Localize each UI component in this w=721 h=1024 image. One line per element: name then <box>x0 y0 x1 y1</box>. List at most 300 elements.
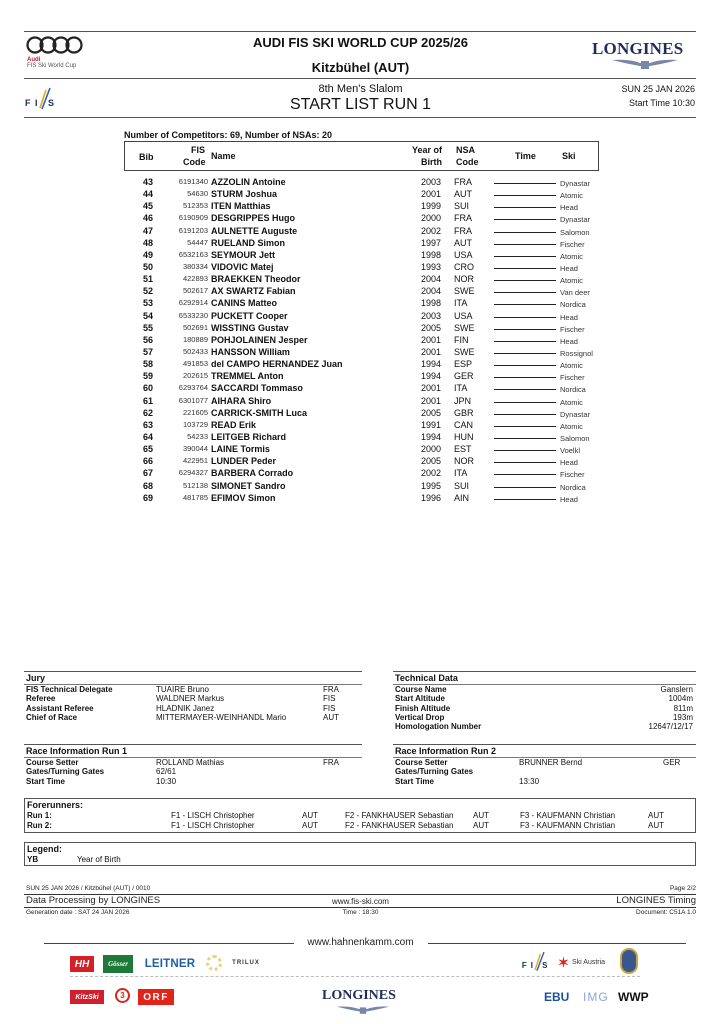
year-of-birth: 1997 <box>421 237 442 248</box>
header-top-rule <box>24 31 696 32</box>
athlete-name: AIHARA Shiro <box>211 395 272 406</box>
athlete-name: PUCKETT Cooper <box>211 310 288 321</box>
nsa-code: HUN <box>454 431 474 442</box>
hh-logo: HH <box>70 956 94 972</box>
forerunner-run-label: Run 1: <box>27 811 52 820</box>
athlete-name: LUNDER Peder <box>211 456 277 467</box>
fis-code: 6190909 <box>178 213 208 223</box>
competitor-row <box>124 455 624 467</box>
athlete-name: STURM Joshua <box>211 189 278 200</box>
ski-brand: Dynastar <box>560 179 591 188</box>
run2-top-rule <box>393 744 696 745</box>
time-blank-line <box>494 334 556 342</box>
event-date: SUN 25 JAN 2026 <box>621 84 695 94</box>
run1-label: Start Time <box>26 776 65 786</box>
audi-brand-text: Audi <box>27 57 41 63</box>
jury-role: Assistant Referee <box>26 703 94 713</box>
competitor-list <box>124 176 624 504</box>
nsa-code: CRO <box>454 261 474 272</box>
competitor-row <box>124 443 624 455</box>
technical-label: Course Name <box>395 685 447 694</box>
time-blank-line <box>494 188 556 196</box>
fis-code: 422893 <box>182 274 208 284</box>
time-blank-line <box>494 237 556 245</box>
jury-member-nsa: FIS <box>323 703 336 713</box>
competitor-row <box>124 176 624 188</box>
competitor-row <box>124 212 624 224</box>
year-of-birth: 1994 <box>421 371 442 382</box>
longines-sponsor-logo: LONGINES <box>322 988 396 1003</box>
fis-code: 221605 <box>182 407 208 417</box>
ski-brand: Fischer <box>560 373 585 383</box>
bib: 51 <box>142 274 153 285</box>
jury-top-rule <box>24 671 362 672</box>
year-of-birth: 2001 <box>421 346 442 357</box>
technical-top-rule <box>393 671 696 672</box>
bib: 59 <box>142 371 153 382</box>
technical-label: Vertical Drop <box>395 712 445 722</box>
year-of-birth: 2000 <box>421 213 442 224</box>
footer-rule-2 <box>24 907 696 908</box>
nsa-code: SUI <box>454 480 470 491</box>
forerunner-2-nsa: AUT <box>473 811 489 820</box>
time-blank-line <box>494 358 556 366</box>
technical-title: Technical Data <box>395 673 458 683</box>
bib: 56 <box>142 334 153 345</box>
ski-brand: Atomic <box>560 421 583 431</box>
fis-code: 390044 <box>182 444 208 454</box>
fis-code: 180889 <box>182 334 208 344</box>
fis-code: 502617 <box>182 286 208 296</box>
legend-meaning: Year of Birth <box>77 855 121 864</box>
fis-code: 6532163 <box>178 249 208 259</box>
athlete-name: EFIMOV Simon <box>211 492 276 503</box>
athlete-name: WISSTING Gustav <box>211 322 289 333</box>
competitor-row <box>124 310 624 322</box>
run2-label: Course Setter <box>395 758 448 767</box>
jury-member-nsa: FIS <box>323 694 336 704</box>
fis-code: 202615 <box>182 371 208 381</box>
forerunner-2-nsa: AUT <box>473 820 489 830</box>
competitor-row <box>124 249 624 261</box>
competitor-row <box>124 200 624 212</box>
ski-brand: Atomic <box>560 361 583 371</box>
time-blank-line <box>494 492 556 500</box>
time-blank-line <box>494 480 556 488</box>
year-of-birth: 2003 <box>421 177 442 187</box>
forerunner-3: F3 - KAUFMANN Christian <box>520 820 616 830</box>
footer-data-processing: Data Processing by LONGINES <box>26 895 161 906</box>
technical-value: 1004m <box>668 694 693 704</box>
oe3-logo-icon: 3 <box>115 988 130 1003</box>
col-fis-code-line1: FIS <box>191 145 206 155</box>
forerunner-1-nsa: AUT <box>302 811 318 820</box>
athlete-name: DESGRIPPES Hugo <box>211 213 296 224</box>
ski-brand: Head <box>560 203 578 213</box>
jury-role: Chief of Race <box>26 712 78 722</box>
fis-code: 103729 <box>182 419 208 429</box>
legend-box <box>24 842 696 866</box>
fis-code: 481785 <box>182 492 208 502</box>
athlete-name: POHJOLAINEN Jesper <box>211 334 308 345</box>
jury-member-name: TUAIRE Bruno <box>156 685 209 694</box>
ski-brand: Salomon <box>560 433 590 443</box>
jury-member-nsa: FRA <box>323 685 339 694</box>
jury-title: Jury <box>26 673 46 683</box>
ski-brand: Dynastar <box>560 215 591 225</box>
time-blank-line <box>494 273 556 281</box>
ski-brand: Head <box>560 458 578 468</box>
time-blank-line <box>494 176 556 184</box>
kitzski-logo: KitzSki <box>70 990 104 1004</box>
year-of-birth: 1994 <box>421 359 442 370</box>
competitor-row <box>124 358 624 370</box>
athlete-name: READ Erik <box>211 419 257 430</box>
fis-code: 6191340 <box>178 177 208 186</box>
forerunner-2: F2 - FANKHAUSER Sebastian <box>345 811 454 820</box>
nsa-code: CAN <box>454 419 474 430</box>
bib: 64 <box>142 431 153 442</box>
jury-role: Referee <box>26 694 56 704</box>
ski-brand: Atomic <box>560 397 583 407</box>
competitor-row <box>124 261 624 273</box>
audi-brand-subtitle: FIS Ski World Cup <box>27 63 77 69</box>
nsa-code: USA <box>454 249 473 260</box>
technical-value: 193m <box>672 712 693 722</box>
ski-brand: Atomic <box>560 276 583 286</box>
forerunner-1: F1 - LISCH Christopher <box>171 811 255 820</box>
bib: 55 <box>142 322 153 333</box>
run1-value: ROLLAND Mathias <box>156 758 225 767</box>
bib: 46 <box>142 213 153 224</box>
legend-title: Legend: <box>27 844 62 854</box>
time-blank-line <box>494 370 556 378</box>
nsa-code: AUT <box>454 237 472 248</box>
competitor-row <box>124 480 624 492</box>
ski-brand: Rossignol <box>560 348 593 358</box>
list-title: START LIST RUN 1 <box>289 96 432 113</box>
year-of-birth: 2001 <box>421 334 442 345</box>
competitor-row <box>124 395 624 407</box>
time-blank-line <box>494 225 556 233</box>
athlete-name: CARRICK-SMITH Luca <box>211 407 307 418</box>
time-blank-line <box>494 261 556 269</box>
forerunner-2: F2 - FANKHAUSER Sebastian <box>345 820 454 830</box>
technical-label: Start Altitude <box>395 694 445 704</box>
year-of-birth: 2005 <box>421 322 442 333</box>
sponsor-rule-right <box>428 943 686 944</box>
fis-code: 54630 <box>187 189 208 199</box>
athlete-name: SEYMOUR Jett <box>211 249 276 260</box>
technical-label: Homologation Number <box>395 722 482 732</box>
ski-austria-logo: Ski Austria <box>572 959 606 966</box>
col-nsa-line2: Code <box>456 157 479 167</box>
venue-title: Kitzbühel (AUT) <box>311 60 410 75</box>
nsa-code: ITA <box>454 383 468 394</box>
athlete-name: AULNETTE Auguste <box>211 225 298 236</box>
fis-code: 502691 <box>182 322 208 332</box>
year-of-birth: 2005 <box>421 456 442 467</box>
year-of-birth: 2002 <box>421 225 442 236</box>
ski-brand: Fischer <box>560 239 585 249</box>
ski-brand: Head <box>560 494 578 504</box>
forerunner-3-nsa: AUT <box>648 820 664 830</box>
footer-website-link[interactable]: www.fis-ski.com <box>332 897 389 906</box>
fis-code: 6191203 <box>178 225 208 235</box>
fis-code: 54447 <box>187 237 208 247</box>
trilux-logo: TRILUX <box>232 960 260 966</box>
competitor-row <box>124 237 624 249</box>
jury-member-name: WALDNER Markus <box>156 694 225 704</box>
time-blank-line <box>494 431 556 439</box>
athlete-name: SIMONET Sandro <box>211 480 286 491</box>
bib: 53 <box>142 298 153 309</box>
fis-code: 502433 <box>182 346 208 356</box>
longines-sponsor-wings-icon <box>335 1004 391 1014</box>
year-of-birth: 1998 <box>421 298 442 309</box>
run2-value: BRUNNER Bernd <box>519 758 583 767</box>
time-blank-line <box>494 249 556 257</box>
athlete-name: AZZOLIN Antoine <box>211 177 286 187</box>
event-start-time: Start Time 10:30 <box>628 98 695 108</box>
bib: 60 <box>142 383 153 394</box>
nsa-code: NOR <box>454 456 474 467</box>
nsa-code: GER <box>454 371 474 382</box>
longines-logo: LONGINES <box>592 39 684 58</box>
ksc-crest-icon <box>620 948 638 974</box>
nsa-code: SWE <box>454 322 475 333</box>
ski-brand: Head <box>560 263 578 273</box>
ski-brand: Voelkl <box>560 446 581 456</box>
athlete-name: BARBERA Corrado <box>211 468 294 479</box>
longines-wings-icon <box>610 57 680 69</box>
col-yob-line2: Birth <box>421 157 442 167</box>
run1-label: Gates/Turning Gates <box>26 767 105 777</box>
run1-title: Race Information Run 1 <box>26 746 128 756</box>
bib: 61 <box>142 395 153 406</box>
footer-page: Page 2/2 <box>669 885 696 892</box>
technical-label: Finish Altitude <box>395 703 451 713</box>
forerunner-3-nsa: AUT <box>648 811 664 820</box>
competitor-row <box>124 273 624 285</box>
competitor-summary: Number of Competitors: 69, Number of NSAs: 20 <box>124 130 333 140</box>
athlete-name: SACCARDI Tommaso <box>211 383 303 394</box>
bib: 47 <box>142 225 153 236</box>
nsa-code: FRA <box>454 177 472 187</box>
table-header <box>124 141 599 171</box>
ski-brand: Fischer <box>560 324 585 334</box>
competitor-row <box>124 370 624 382</box>
year-of-birth: 2001 <box>421 395 442 406</box>
nsa-code: FIN <box>454 334 469 345</box>
fis-code: 6292914 <box>178 298 208 308</box>
fis-code: 422951 <box>182 456 208 466</box>
ski-brand: Nordica <box>560 300 586 310</box>
fis-code: 6293764 <box>178 383 208 393</box>
nsa-code: GBR <box>454 407 474 418</box>
ski-brand: Head <box>560 336 578 346</box>
jury-member-name: MITTERMAYER-WEINHANDL Mario <box>156 712 287 722</box>
col-ski: Ski <box>562 151 576 161</box>
year-of-birth: 1991 <box>421 419 442 430</box>
bib: 43 <box>142 177 153 187</box>
bib: 69 <box>142 492 153 503</box>
competitor-row <box>124 334 624 346</box>
technical-value: 12647/12/17 <box>648 722 693 732</box>
run1-value: 10:30 <box>156 776 177 786</box>
ski-brand: Fischer <box>560 470 585 480</box>
time-blank-line <box>494 382 556 390</box>
athlete-name: HANSSON William <box>211 346 290 357</box>
ebu-logo: EBU <box>544 990 570 1004</box>
time-blank-line <box>494 346 556 354</box>
time-blank-line <box>494 322 556 330</box>
ski-brand: Van deer <box>560 288 590 298</box>
header-bottom-rule <box>24 117 696 118</box>
ski-austria-icon: ✶ <box>558 955 569 970</box>
header-mid-rule <box>24 78 696 79</box>
competitor-row <box>124 382 624 394</box>
year-of-birth: 2004 <box>421 274 442 285</box>
year-of-birth: 1995 <box>421 480 442 491</box>
nsa-code: JPN <box>454 395 472 406</box>
nsa-code: NOR <box>454 274 474 285</box>
ski-brand: Salomon <box>560 227 590 237</box>
fis-code: 512138 <box>182 480 208 490</box>
year-of-birth: 1996 <box>421 492 442 503</box>
bib: 54 <box>142 310 153 321</box>
athlete-name: CANINS Matteo <box>211 298 278 309</box>
footer-doc-ref: SUN 25 JAN 2026 / Kitzbühel (AUT) / 0010 <box>26 885 151 892</box>
bib: 57 <box>142 346 153 357</box>
run1-label: Course Setter <box>26 758 79 767</box>
run1-value: 62/61 <box>156 767 177 777</box>
competitor-row <box>124 225 624 237</box>
run1-top-rule <box>24 744 362 745</box>
svg-text:F: F <box>25 98 31 108</box>
footer-document: Document: C51A 1.0 <box>636 909 696 916</box>
competitor-row <box>124 431 624 443</box>
year-of-birth: 2005 <box>421 407 442 418</box>
bib: 62 <box>142 407 153 418</box>
competitor-row <box>124 346 624 358</box>
time-blank-line <box>494 395 556 403</box>
sponsor-divider <box>70 976 640 977</box>
year-of-birth: 2002 <box>421 468 442 479</box>
bib: 52 <box>142 286 153 297</box>
nsa-code: EST <box>454 444 472 455</box>
bib: 65 <box>142 444 153 455</box>
competitor-row <box>124 407 624 419</box>
year-of-birth: 2001 <box>421 189 442 200</box>
bib: 63 <box>142 419 153 430</box>
year-of-birth: 1993 <box>421 261 442 272</box>
fis-code: 491853 <box>182 359 208 369</box>
time-blank-line <box>494 407 556 415</box>
technical-value: 811m <box>673 703 693 713</box>
run2-value: 13:30 <box>519 776 540 786</box>
fis-code: 512353 <box>182 201 208 211</box>
bib: 48 <box>142 237 153 248</box>
col-bib: Bib <box>139 152 154 162</box>
col-fis-code-line2: Code <box>183 157 206 167</box>
nsa-code: USA <box>454 310 473 321</box>
nsa-code: AIN <box>454 492 470 503</box>
trilux-sun-icon <box>206 955 222 971</box>
competition-title: AUDI FIS SKI WORLD CUP 2025/26 <box>252 35 469 50</box>
ski-brand: Nordica <box>560 482 586 492</box>
year-of-birth: 1998 <box>421 249 442 260</box>
run2-title: Race Information Run 2 <box>395 746 497 756</box>
col-name: Name <box>211 151 236 161</box>
nsa-code: SUI <box>454 201 470 212</box>
footer-time: Time : 18:30 <box>342 909 379 916</box>
athlete-name: TREMMEL Anton <box>211 371 284 382</box>
ski-brand: Dynastar <box>560 409 591 419</box>
bib: 50 <box>142 261 153 272</box>
competitor-row <box>124 188 624 200</box>
svg-text:I: I <box>530 961 533 971</box>
gosser-logo: Gösser <box>103 955 133 973</box>
col-nsa-line1: NSA <box>456 145 476 155</box>
athlete-name: BRAEKKEN Theodor <box>211 274 301 285</box>
bib: 58 <box>142 359 153 370</box>
time-blank-line <box>494 285 556 293</box>
athlete-name: AX SWARTZ Fabian <box>211 286 296 297</box>
time-blank-line <box>494 455 556 463</box>
fis-code: 6301077 <box>178 395 208 405</box>
footer-timing: LONGINES Timing <box>616 895 696 906</box>
hahnenkamm-link[interactable]: www.hahnenkamm.com <box>307 937 414 948</box>
nsa-code: AUT <box>454 189 472 200</box>
time-blank-line <box>494 212 556 220</box>
time-blank-line <box>494 443 556 451</box>
fis-code: 6533230 <box>178 310 208 320</box>
run2-label: Start Time <box>395 776 434 786</box>
orf-logo: ORF <box>138 989 174 1005</box>
time-blank-line <box>494 419 556 427</box>
forerunner-run-label: Run 2: <box>27 820 52 830</box>
year-of-birth: 1994 <box>421 431 442 442</box>
time-blank-line <box>494 200 556 208</box>
svg-text:F: F <box>521 961 527 971</box>
bib: 44 <box>142 189 153 200</box>
svg-text:I: I <box>35 98 38 108</box>
athlete-name: LEITGEB Richard <box>211 431 287 442</box>
bib: 45 <box>142 201 153 212</box>
event-name: 8th Men's Slalom <box>318 83 403 95</box>
forerunner-1: F1 - LISCH Christopher <box>171 820 255 830</box>
athlete-name: ITEN Matthias <box>211 201 271 212</box>
athlete-name: LAINE Tormis <box>211 444 270 455</box>
img-logo: IMG <box>583 990 609 1004</box>
jury-role: FIS Technical Delegate <box>26 685 113 694</box>
svg-text:S: S <box>48 98 55 108</box>
competitor-row <box>124 492 624 504</box>
competitor-row <box>124 467 624 479</box>
competitor-row <box>124 297 624 309</box>
competitor-row <box>124 322 624 334</box>
nsa-code: SWE <box>454 346 475 357</box>
col-time: Time <box>515 151 536 161</box>
time-blank-line <box>494 467 556 475</box>
run2-nsa: GER <box>663 758 681 767</box>
year-of-birth: 2000 <box>421 444 442 455</box>
year-of-birth: 1999 <box>421 201 442 212</box>
forerunners-title: Forerunners: <box>27 800 84 810</box>
bib: 49 <box>142 249 153 260</box>
fis-code: 54233 <box>187 431 208 441</box>
